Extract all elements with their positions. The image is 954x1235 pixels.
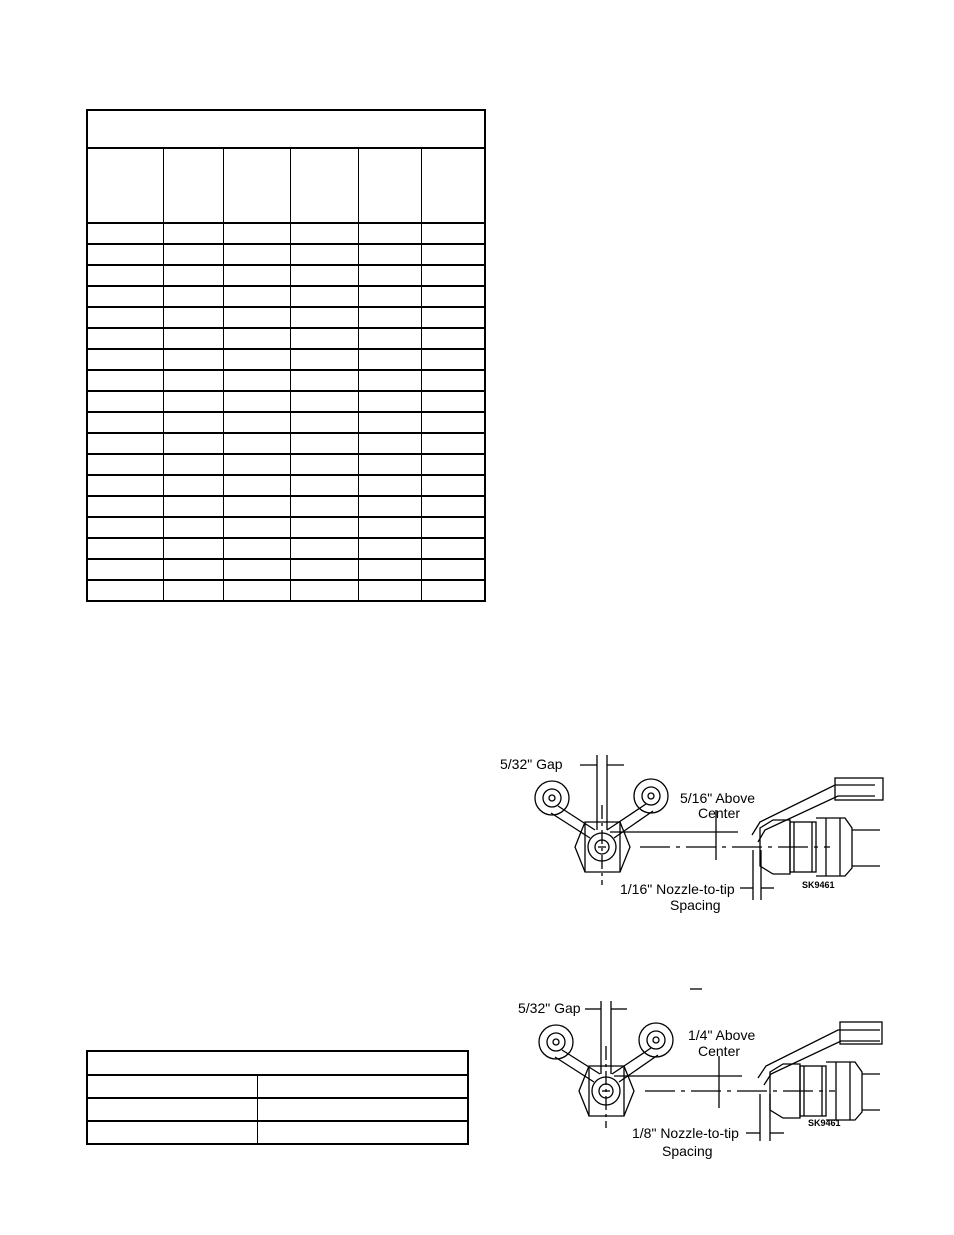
part-code: SK9461 — [808, 1118, 841, 1128]
spacing-label-line2: Spacing — [662, 1143, 713, 1159]
table-row — [87, 1098, 468, 1121]
part-code: SK9461 — [802, 880, 835, 890]
above-center-label-line1: 5/16" Above — [680, 790, 756, 806]
table-row — [87, 328, 485, 349]
column-header — [163, 148, 223, 223]
column-header — [421, 148, 485, 223]
secondary-table — [86, 1050, 469, 1145]
column-header — [290, 148, 358, 223]
table-title-cell — [87, 1051, 468, 1075]
table-row — [87, 265, 485, 286]
electrode-setting-diagram-top — [490, 750, 890, 920]
table-row — [87, 412, 485, 433]
table-row — [87, 244, 485, 265]
table-row — [87, 307, 485, 328]
column-header — [87, 148, 163, 223]
spacing-label-line2: Spacing — [670, 897, 721, 913]
electrode-setting-diagram-bottom — [490, 996, 890, 1166]
table-row — [87, 580, 485, 601]
table-row — [87, 391, 485, 412]
spacing-label-line1: 1/8" Nozzle-to-tip — [632, 1125, 739, 1141]
table-row — [87, 1121, 468, 1144]
table-row — [87, 370, 485, 391]
table-row — [87, 349, 485, 370]
specification-table — [86, 109, 486, 602]
table-row — [87, 496, 485, 517]
table-row — [87, 433, 485, 454]
table-row — [87, 538, 485, 559]
table-row — [87, 475, 485, 496]
gap-label: 5/32" Gap — [518, 1000, 581, 1016]
table-row — [87, 559, 485, 580]
spacing-label-line1: 1/16" Nozzle-to-tip — [620, 881, 735, 897]
table-title-cell — [87, 110, 485, 148]
table-row — [87, 286, 485, 307]
above-center-label-line1: 1/4" Above — [688, 1027, 756, 1043]
table-row — [87, 517, 485, 538]
above-center-label-line2: Center — [698, 805, 741, 821]
column-header — [358, 148, 421, 223]
table-row — [87, 223, 485, 244]
table-row — [87, 454, 485, 475]
above-center-label-line2: Center — [698, 1043, 741, 1059]
gap-label: 5/32" Gap — [500, 756, 563, 772]
table-row — [87, 1075, 468, 1098]
column-header — [223, 148, 290, 223]
